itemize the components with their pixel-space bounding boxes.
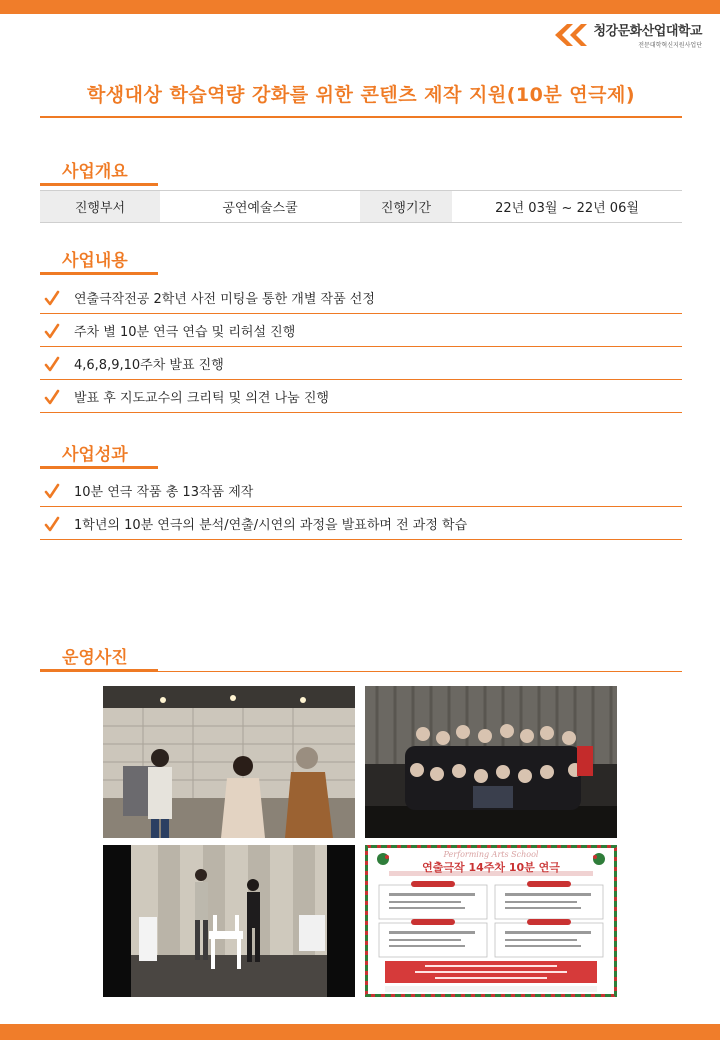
overview-heading-underline — [40, 183, 158, 186]
results-heading-underline — [40, 466, 158, 469]
logo-name: 청강문화산업대학교 — [593, 24, 702, 39]
photos-heading: 운영사진 — [62, 648, 128, 668]
checkmark-icon — [44, 323, 60, 339]
page-title: 학생대상 학습역량 강화를 위한 콘텐츠 제작 지원(10분 연극제) — [86, 84, 636, 106]
top-accent-bar — [0, 0, 720, 14]
content-heading-underline — [40, 272, 158, 275]
content-list — [40, 281, 682, 413]
poster-title: 연출극작 14주차 10분 연극 — [422, 861, 560, 874]
group-photo — [365, 686, 617, 838]
overview-heading: 사업개요 — [62, 162, 128, 182]
checkmark-icon — [44, 290, 60, 306]
period-label: 진행기간 — [360, 191, 452, 222]
list-item — [40, 507, 682, 540]
rehearsal-photo — [103, 686, 355, 838]
stage-photo — [103, 845, 355, 997]
dept-label: 진행부서 — [40, 191, 160, 222]
event-poster — [365, 845, 617, 997]
list-item — [40, 474, 682, 507]
list-item-text: 4,6,8,9,10주차 발표 진행 — [74, 358, 224, 373]
list-item-text: 발표 후 지도교수의 크리틱 및 의견 나눔 진행 — [74, 391, 329, 406]
title-divider — [40, 116, 682, 118]
bottom-accent-bar — [0, 1024, 720, 1040]
list-item — [40, 314, 682, 347]
checkmark-icon — [44, 483, 60, 499]
period-value: 22년 03월 ~ 22년 06월 — [495, 201, 639, 216]
content-heading: 사업내용 — [62, 251, 128, 271]
logo-mark-icon — [553, 22, 589, 48]
results-list — [40, 474, 682, 540]
university-logo — [553, 20, 702, 49]
list-item — [40, 380, 682, 413]
checkmark-icon — [44, 516, 60, 532]
list-item — [40, 347, 682, 380]
list-item-text: 주차 별 10분 연극 연습 및 리허설 진행 — [74, 325, 296, 340]
list-item-text: 1학년의 10분 연극의 분석/연출/시연의 과정을 발표하며 전 과정 학습 — [74, 518, 468, 533]
list-item-text: 연출극작전공 2학년 사전 미팅을 통한 개별 작품 선정 — [74, 292, 375, 307]
list-item — [40, 281, 682, 314]
photos-heading-rule — [40, 671, 682, 672]
list-item-text: 10분 연극 작품 총 13작품 제작 — [74, 485, 254, 500]
overview-table — [40, 190, 682, 223]
logo-subtitle: 전문대학혁신지원사업단 — [638, 42, 702, 49]
checkmark-icon — [44, 389, 60, 405]
dept-value: 공연예술스쿨 — [222, 201, 298, 216]
checkmark-icon — [44, 356, 60, 372]
poster-subtitle: Performing Arts School — [443, 850, 539, 859]
results-heading: 사업성과 — [62, 445, 128, 465]
